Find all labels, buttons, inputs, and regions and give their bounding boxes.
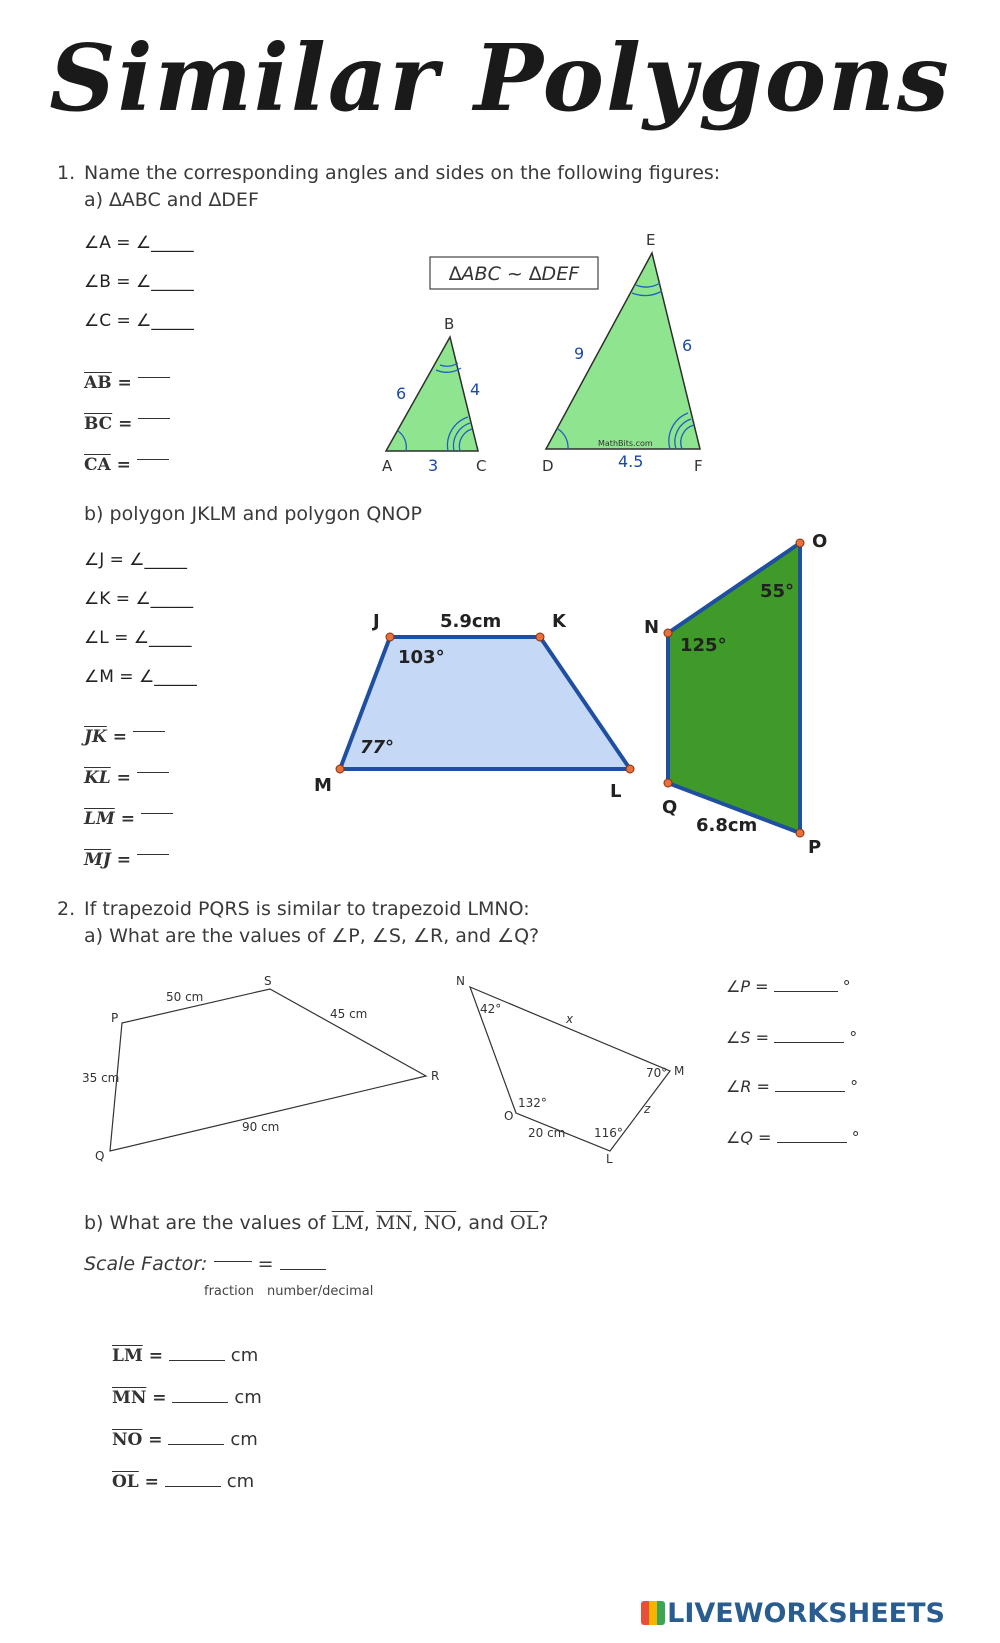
vertex-r2: R [431,1069,440,1083]
side-ef-length: 6 [682,336,693,355]
angle-j-answer[interactable]: ∠J = ∠_____ [84,550,188,570]
side-ca-answer[interactable]: $\overline{CA}$ = [84,455,169,475]
vertex-d: D [542,457,554,475]
vertex-p2: P [111,1011,119,1025]
scale-factor-row[interactable]: Scale Factor: = [84,1253,326,1275]
vertex-l: L [610,781,622,802]
angle-n2-value: 42° [480,1002,502,1016]
side-qp-length: 6.8cm [696,815,758,836]
side-sr-length: 45 cm [330,1007,368,1021]
vertex-q: Q [662,797,678,818]
angle-s-answer[interactable]: ∠S = ° [726,1028,858,1047]
worksheet-title: Similar Polygons [49,24,951,132]
ol-answer[interactable]: $\overline{OL}$ = cm [112,1471,255,1492]
side-bc-length: 4 [470,380,481,399]
mn-answer[interactable]: $\overline{MN}$ = cm [112,1387,262,1408]
side-kl-answer[interactable]: $\overline{KL}$ = [84,768,169,788]
angle-o-value: 55° [760,581,795,602]
scale-factor-label: Scale Factor: [84,1253,208,1275]
similarity-statement: ∆ABC ~ ∆DEF [448,263,580,285]
side-ab-answer[interactable]: $\overline{AB}$ = [84,373,170,393]
vertex-b: B [444,315,455,333]
trapezoids-figure [70,965,710,1175]
triangles-figure [360,225,740,485]
angle-m-answer[interactable]: ∠M = ∠_____ [84,667,197,687]
side-ab-length: 6 [396,384,407,403]
vertex-q2: Q [95,1149,105,1163]
side-jk-length: 5.9cm [440,611,502,632]
vertex-f: F [694,457,703,475]
angle-q-answer[interactable]: ∠Q = ° [726,1128,860,1147]
angle-c-answer[interactable]: ∠C = ∠_____ [84,311,194,331]
side-mj-answer[interactable]: $\overline{MJ}$ = [84,850,169,870]
vertex-m: M [314,775,332,796]
angle-m2-value: 70° [646,1066,668,1080]
fraction-caption: fraction [204,1284,254,1299]
q1a-label: a) ∆ABC and ∆DEF [84,189,259,211]
side-nm-label: x [566,1012,574,1026]
vertex-e: E [646,231,656,249]
angle-j-value: 103° [398,647,445,668]
q1b-label: b) polygon JKLM and polygon QNOP [84,503,422,525]
vertex-k: K [552,611,566,632]
angle-m-value: 77° [360,737,395,758]
angle-l2-value: 116° [594,1126,623,1140]
vertex-p: P [808,837,822,858]
lm-answer[interactable]: $\overline{LM}$ = cm [112,1345,259,1366]
side-ps-length: 50 cm [166,990,204,1004]
angle-n-value: 125° [680,635,727,656]
side-ol-length: 20 cm [528,1126,566,1140]
side-pq-length: 35 cm [82,1071,120,1085]
q2-prompt: If trapezoid PQRS is similar to trapezoid LMNO: [84,898,530,920]
decimal-caption: number/decimal [267,1284,374,1299]
angle-o2-value: 132° [518,1096,547,1110]
side-ac-length: 3 [428,456,439,475]
side-lm-answer[interactable]: $\overline{LM}$ = [84,809,173,829]
q2-number: 2. [57,898,76,920]
vertex-l2: L [606,1152,613,1166]
side-bc-answer[interactable]: $\overline{BC}$ = [84,414,170,434]
vertex-n: N [644,617,660,638]
liveworksheets-logo: LIVEWORKSHEETS [641,1598,945,1629]
vertex-m2: M [674,1064,685,1078]
liveworksheets-icon [641,1601,665,1625]
side-de-length: 9 [574,344,585,363]
vertex-o2: O [504,1109,514,1123]
credit-text: MathBits.com [598,439,653,448]
side-ml-label: z [644,1102,651,1116]
no-answer[interactable]: $\overline{NO}$ = cm [112,1429,258,1450]
side-jk-answer[interactable]: $\overline{JK}$ = [84,727,165,747]
q1-prompt: Name the corresponding angles and sides on the following figures: [84,162,721,184]
q1-number: 1. [57,162,76,184]
angle-l-answer[interactable]: ∠L = ∠_____ [84,628,192,648]
q2a-label: a) What are the values of ∠P, ∠S, ∠R, and ∠Q? [84,925,540,947]
vertex-s2: S [264,974,272,988]
polygons-figure [300,525,860,865]
angle-a-answer[interactable]: ∠A = ∠_____ [84,233,194,253]
angle-p-answer[interactable]: ∠P = ° [726,977,851,996]
vertex-c: C [476,457,487,475]
vertex-o: O [812,531,828,552]
vertex-j: J [373,611,380,632]
vertex-a: A [382,457,393,475]
q2b-label: b) What are the values of $\overline{LM}$, $\overline{MN}$, $\overline{NO}$, and $\overline{OL}$? [84,1212,549,1234]
vertex-n2: N [456,974,465,988]
side-qr-length: 90 cm [242,1120,280,1134]
side-df-length: 4.5 [618,452,644,471]
angle-b-answer[interactable]: ∠B = ∠_____ [84,272,194,292]
angle-k-answer[interactable]: ∠K = ∠_____ [84,589,194,609]
angle-r-answer[interactable]: ∠R = ° [726,1077,859,1096]
